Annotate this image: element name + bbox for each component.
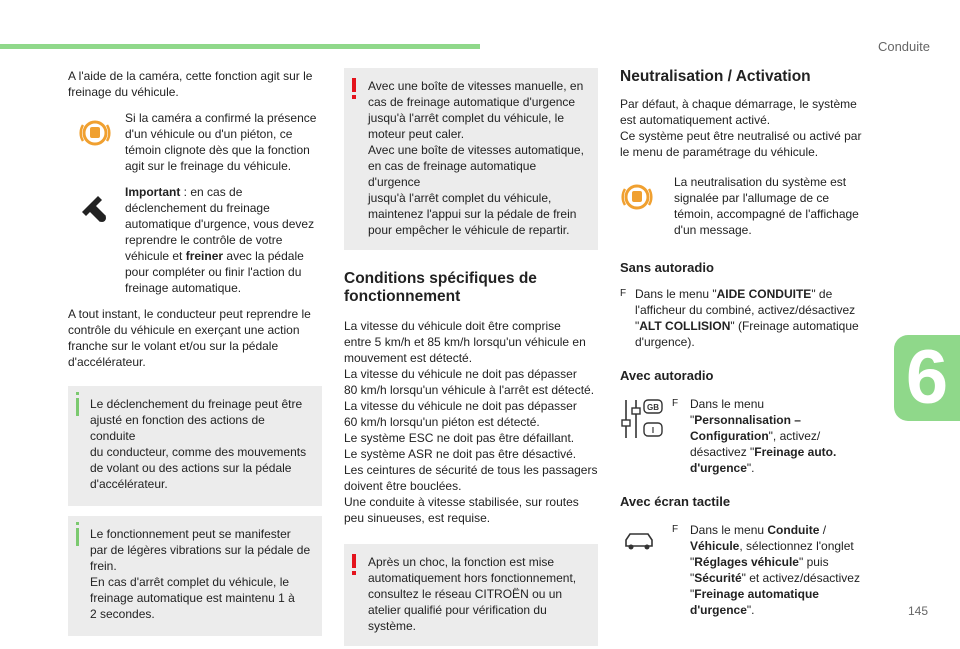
- sans-autoradio-item: [620, 286, 870, 350]
- avec-autoradio-title: Avec autoradio: [620, 368, 714, 383]
- conditions-title: Conditions spécifiques de fonctionnement: [344, 270, 537, 305]
- warning-icon: [352, 78, 356, 92]
- header-accent-bar: [0, 44, 480, 49]
- bullet-icon: F: [620, 288, 627, 299]
- sans-autoradio-text: Dans le menu "AIDE CONDUITE" de l'afficheur du combiné, activez/désactivez "ALT COLLISION" (Freinage automatique d'urgence).: [635, 287, 859, 349]
- takeover-text: A tout instant, le conducteur peut reprendre le contrôle du véhicule en exerçant une action franche sur le volant et/ou sur la pédale d'accélérateur.: [68, 307, 311, 369]
- warning-box-2: [344, 544, 598, 646]
- warning-icon: [352, 554, 356, 568]
- warning-box-2-text: Après un choc, la fonction est mise automatiquement hors fonctionnement, consultez le réseau CITROËN ou un atelier qualifié pour vérification du système.: [368, 555, 577, 633]
- avec-autoradio-text: Dans le menu "Personnalisation – Configuration", activez/ désactivez "Freinage auto. d'urgence".: [690, 397, 837, 475]
- info-icon: [76, 398, 79, 416]
- sans-autoradio-title: Sans autoradio: [620, 260, 714, 275]
- bullet-icon: F: [672, 524, 679, 535]
- info-box-2: [68, 516, 322, 636]
- info-box-1: [68, 386, 322, 506]
- important-row: [68, 184, 322, 296]
- column-3: [620, 68, 870, 618]
- important-text: Important : en cas de déclenchement du freinage automatique d'urgence, vous devez reprendre le contrôle de votre véhicule et freiner avec la pédale pour compléter ou finir l'action du freinage automatique.: [125, 185, 315, 295]
- intro-text: A l'aide de la caméra, cette fonction agit sur le freinage du véhicule.: [68, 69, 313, 99]
- brake-off-warning-icon: [620, 180, 654, 214]
- warning-box-1: [344, 68, 598, 250]
- neutralisation-icon-row: [620, 174, 870, 238]
- i-label: I: [651, 426, 655, 435]
- info-box-2-text: Le fonctionnement peut se manifester par de légères vibrations sur la pédale de frein. En cas d'arrêt complet du véhicule, le freinage automatique est maintenu 1 à 2 secondes.: [90, 527, 311, 621]
- column-1: [68, 68, 322, 636]
- info-box-1-text: Le déclenchement du freinage peut être ajusté en fonction des actions de conduite du conducteur, comme des mouvements de volant ou des actions sur la pédale d'accélérateur.: [90, 397, 307, 491]
- column-2: [344, 68, 598, 646]
- avec-autoradio-row: [620, 396, 870, 476]
- chapter-tab: 6: [894, 335, 960, 421]
- conditions-text: La vitesse du véhicule doit être comprise entre 5 km/h et 85 km/h lorsqu'un véhicule en mouvement est détecté. La vitesse du véhicule ne doit pas dépasser 80 km/h lorsqu'un véhicule à l'arrêt est détecté. La vitesse du véhicule ne doit pas dépasser 60 km/h lorsqu'un piéton est détecté. Le système ESC ne doit pas être défaillant. Le système ASR ne doit pas être désactivé. Les ceintures de sécurité de tous les passagers doivent être bouclées. Une conduite à vitesse stabilisée, sur routes peu sinueuses, est requise.: [344, 319, 598, 525]
- warning-box-1-text: Avec une boîte de vitesses manuelle, en cas de freinage automatique d'urgence jusqu'à l'arrêt complet du véhicule, le moteur peut caler. Avec une boîte de vitesses automatique, en cas de freinage automatique d'urgence jusqu'à l'arrêt complet du véhicule, maintenez l'appui sur la pédale de frein pour empêcher le véhicule de repartir.: [368, 79, 584, 237]
- settings-sliders-icon: [620, 396, 664, 442]
- gb-label: GB: [647, 403, 659, 412]
- neutralisation-text: Par défaut, à chaque démarrage, le système est automatiquement activé. Ce système peut être neutralisé ou activé par le menu de paramétrage du véhicule.: [620, 97, 862, 159]
- camera-warning-text: Si la caméra a confirmé la présence d'un véhicule ou d'un piéton, ce témoin clignote dès que la fonction agit sur le freinage du véhicule.: [125, 111, 317, 173]
- page-number: 145: [907, 604, 928, 618]
- car-icon: [620, 526, 664, 556]
- hand-wrench-icon: [78, 192, 112, 226]
- bullet-icon: F: [672, 398, 679, 409]
- neutralisation-icon-text: La neutralisation du système est signalée par l'allumage de ce témoin, accompagné de l'affichage d'un message.: [674, 175, 859, 237]
- avec-ecran-tactile-title: Avec écran tactile: [620, 494, 731, 509]
- avec-ecran-tactile-text: Dans le menu Conduite / Véhicule, sélectionnez l'onglet "Réglages véhicule" puis "Sécurité" et activez/désactivez "Freinage automatique d'urgence".: [690, 523, 860, 617]
- brake-warning-icon: [78, 116, 112, 150]
- camera-warning-row: [68, 110, 322, 174]
- neutralisation-title: Neutralisation / Activation: [620, 68, 811, 85]
- avec-ecran-tactile-row: [620, 522, 870, 618]
- info-icon: [76, 528, 79, 546]
- chapter-title: Conduite: [877, 39, 930, 54]
